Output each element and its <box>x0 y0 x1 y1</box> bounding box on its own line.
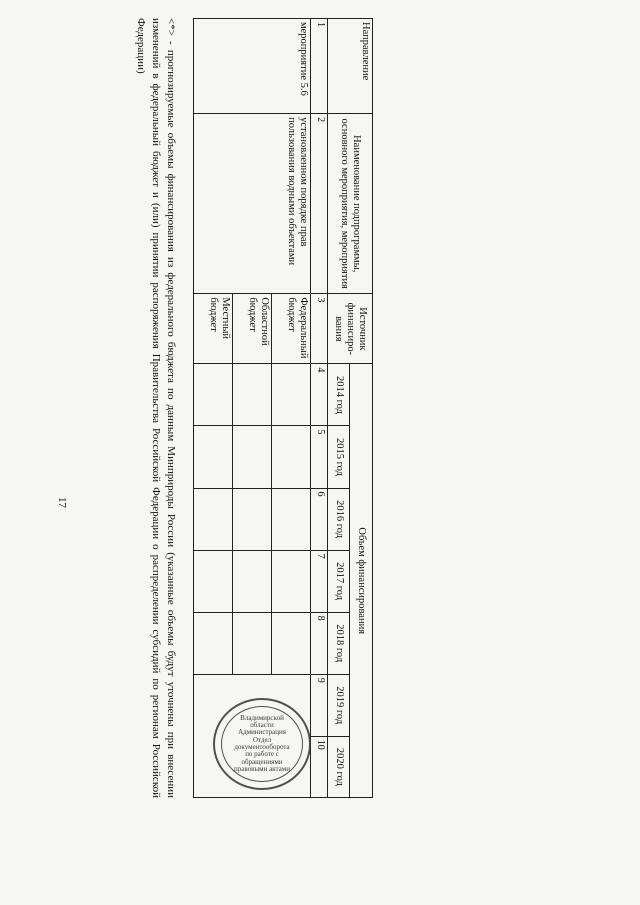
table-cell <box>194 364 233 426</box>
header-name: Наименование подпрограммы, основного мероприятия, мероприятия <box>327 114 372 294</box>
table-cell <box>233 364 272 426</box>
table-cell <box>272 364 311 426</box>
column-number-row <box>311 19 327 798</box>
rotated-sheet <box>87 18 373 798</box>
column-number: 10 <box>311 736 327 797</box>
header-direction: Направление <box>327 19 372 114</box>
financing-table <box>193 18 373 798</box>
header-financing-volume: Объем финансирования <box>350 364 373 798</box>
header-row-group <box>350 19 373 798</box>
header-year: 2015 год <box>327 426 350 488</box>
official-stamp <box>213 698 311 790</box>
header-year: 2014 год <box>327 364 350 426</box>
table-cell <box>233 488 272 550</box>
header-year: 2018 год <box>327 612 350 674</box>
header-year: 2017 год <box>327 550 350 612</box>
column-number: 8 <box>311 612 327 674</box>
column-number: 3 <box>311 294 327 364</box>
row-source-local: Местный бюджет <box>194 294 233 364</box>
row-direction: мероприятие 5.6 <box>194 19 311 114</box>
header-source: Источник финансиро-вания <box>327 294 372 364</box>
stamp-cell <box>194 674 311 797</box>
stamp-text: Владимирской области Администрация Отдел документооборота по работе с обращениями правовыми актами <box>234 713 291 774</box>
column-number: 4 <box>311 364 327 426</box>
table-cell <box>194 488 233 550</box>
table-cell <box>272 550 311 612</box>
table-cell <box>272 612 311 674</box>
financing-table-wrap <box>193 18 373 798</box>
column-number: 5 <box>311 426 327 488</box>
footnote: <*> - прогнозируемые объемы финансирования из федерального бюджета по данным Минприроды России (указанные объемы будут уточнены при внесении изменений в федеральный бюджет и (или) принятии распоряжения Правительства Российской Федерации о распределении субсидий по регионам Российской Федерации) <box>135 18 177 798</box>
table-cell <box>194 426 233 488</box>
table-cell <box>272 488 311 550</box>
column-number: 1 <box>311 19 327 114</box>
column-number: 6 <box>311 488 327 550</box>
page-number: 17 <box>56 497 68 508</box>
table-row <box>272 19 311 798</box>
header-year: 2019 год <box>327 674 350 736</box>
table-cell <box>233 426 272 488</box>
table-cell <box>272 426 311 488</box>
table-cell <box>194 612 233 674</box>
column-number: 2 <box>311 114 327 294</box>
table-cell <box>233 550 272 612</box>
row-name: установленном порядке прав пользования водными объектами <box>194 114 311 294</box>
column-number: 9 <box>311 674 327 736</box>
table-cell <box>194 550 233 612</box>
table-cell <box>233 612 272 674</box>
row-source-federal: Федеральный бюджет <box>272 294 311 364</box>
header-year: 2016 год <box>327 488 350 550</box>
header-year: 2020 год <box>327 736 350 797</box>
column-number: 7 <box>311 550 327 612</box>
row-source-regional: Областной бюджет <box>233 294 272 364</box>
